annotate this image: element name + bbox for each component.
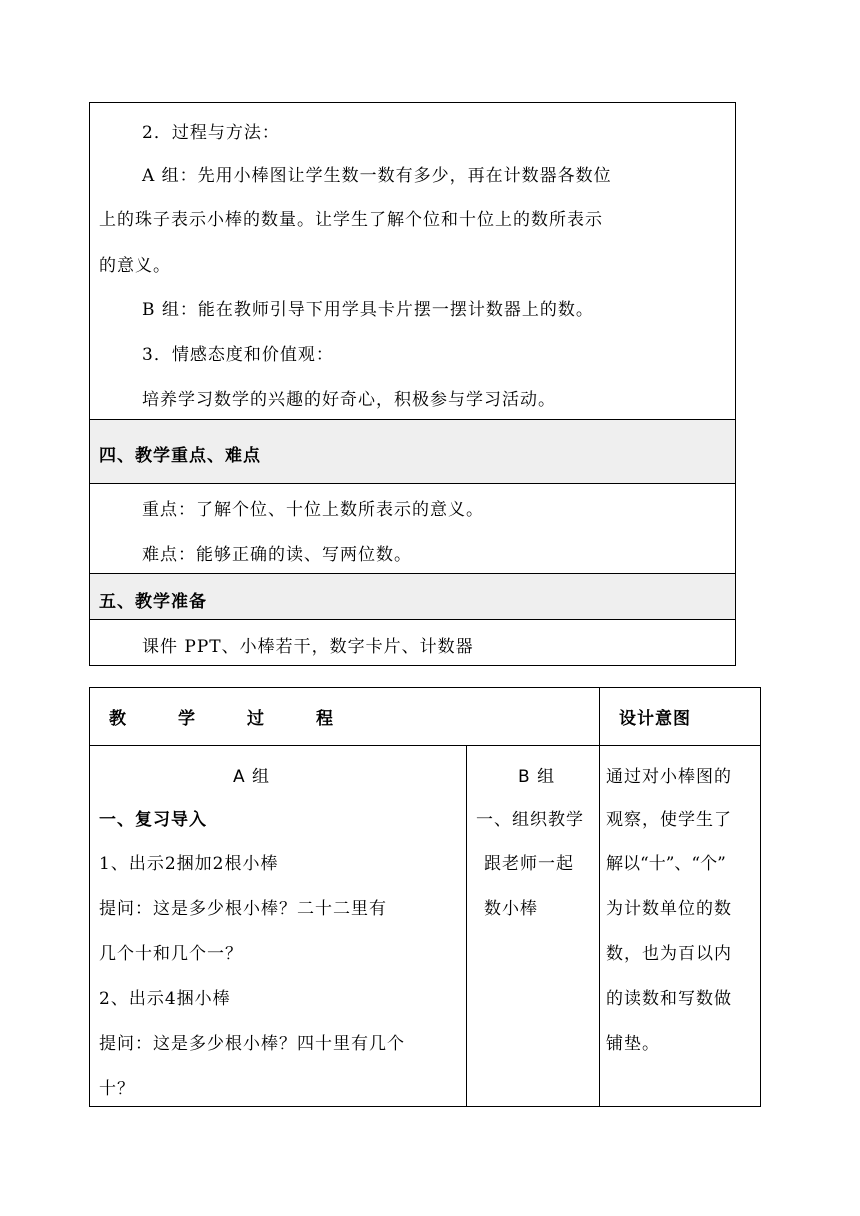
design-intent-line: 解以“十”、“个” — [606, 854, 726, 874]
design-intent-line: 观察，使学生了 — [606, 810, 732, 830]
design-intent-line: 通过对小棒图的 — [606, 767, 732, 787]
column-divider-groups — [466, 745, 467, 1106]
b-group-line: 数小棒 — [484, 899, 538, 919]
process-method-title: 2．过程与方法： — [142, 123, 280, 143]
row-divider — [90, 619, 735, 620]
a-group-title: A 组 — [233, 767, 271, 787]
header-design-intent: 设计意图 — [619, 709, 691, 729]
emotion-title: 3．情感态度和价值观： — [142, 345, 334, 365]
design-intent-line: 为计数单位的数 — [606, 899, 732, 919]
header-divider — [90, 745, 760, 746]
a-group-paragraph-line: 的意义。 — [99, 256, 171, 276]
a-question1-line: 提问：这是多少根小棒？二十二里有 — [99, 899, 387, 919]
a-question2-line: 提问：这是多少根小棒？四十里有几个 — [99, 1034, 405, 1054]
a-item2: 2、出示4捆小棒 — [99, 989, 231, 1009]
b-group-title: B 组 — [518, 767, 556, 787]
b-group-line: 一、组织教学 — [476, 810, 584, 830]
a-group-paragraph-line: 上的珠子表示小棒的数量。让学生了解个位和十位上的数所表示 — [99, 210, 603, 230]
row-divider — [90, 419, 735, 420]
row-divider — [90, 483, 735, 484]
a-section-review: 一、复习导入 — [99, 810, 207, 830]
header-teaching-process: 教 学 过 程 — [109, 709, 339, 729]
emotion-paragraph: 培养学习数学的兴趣的好奇心，积极参与学习活动。 — [142, 390, 556, 410]
preparation-text: 课件 PPT、小棒若干，数字卡片、计数器 — [142, 637, 474, 657]
b-group-paragraph: B 组：能在教师引导下用学具卡片摆一摆计数器上的数。 — [142, 300, 594, 320]
a-item1: 1、出示2捆加2根小棒 — [99, 854, 279, 874]
difficult-point: 难点：能够正确的读、写两位数。 — [142, 545, 412, 565]
row-divider — [90, 573, 735, 574]
design-intent-line: 的读数和写数做 — [606, 989, 732, 1009]
design-intent-line: 铺垫。 — [606, 1034, 660, 1054]
section4-title: 四、教学重点、难点 — [99, 446, 261, 466]
b-group-line: 跟老师一起 — [484, 854, 574, 874]
a-group-paragraph-line: A 组：先用小棒图让学生数一数有多少，再在计数器各数位 — [142, 166, 612, 186]
section5-title: 五、教学准备 — [99, 592, 207, 612]
teaching-process-table — [89, 687, 761, 1107]
key-point: 重点：了解个位、十位上数所表示的意义。 — [142, 500, 484, 520]
objectives-table — [89, 102, 736, 666]
a-question1-line: 几个十和几个一？ — [99, 944, 243, 964]
column-divider-design — [599, 688, 600, 1106]
a-question2-line: 十？ — [99, 1079, 135, 1099]
design-intent-line: 数，也为百以内 — [606, 944, 732, 964]
